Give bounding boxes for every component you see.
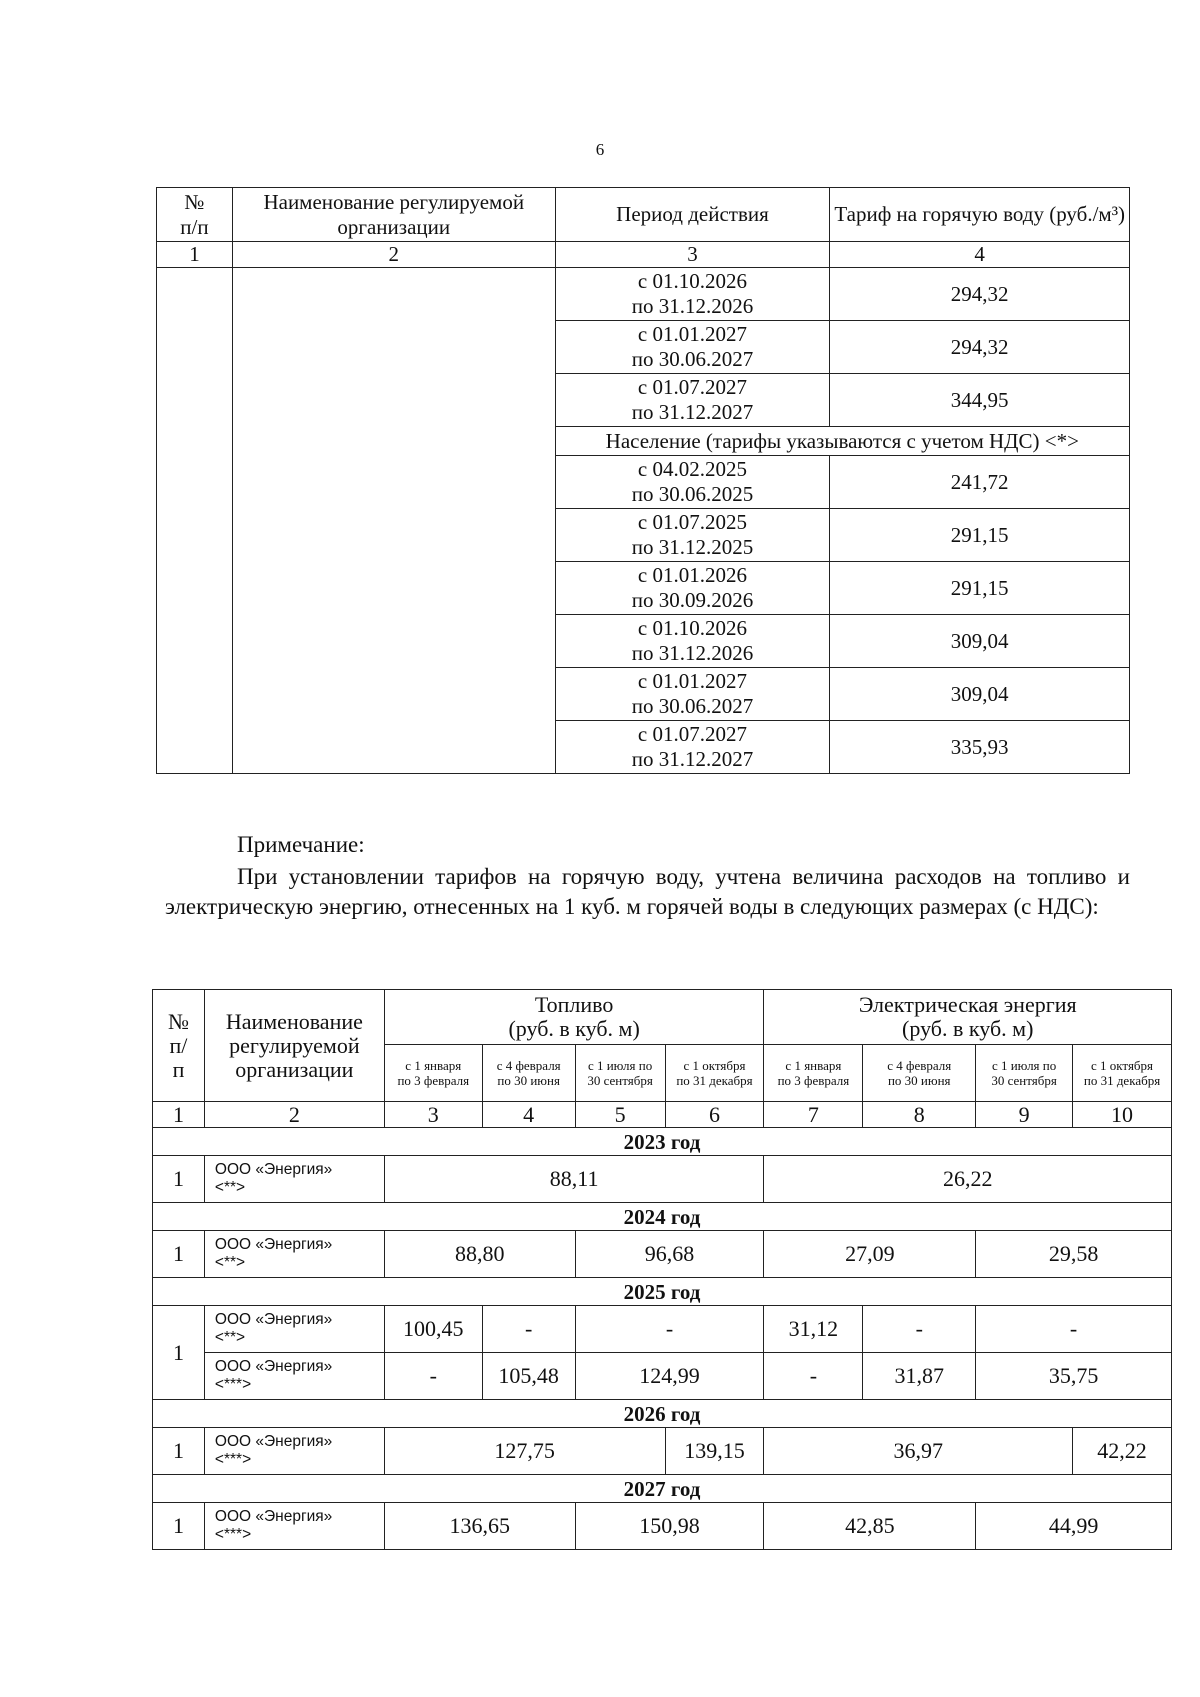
row-num: 1 [153,1231,205,1278]
tariff-cell: 344,95 [830,374,1130,427]
period-header: с 4 февраля по 30 июня [482,1045,575,1102]
fuel-value: 136,65 [384,1503,575,1550]
year-row [153,1475,1172,1503]
fuel-value: 150,98 [575,1503,764,1550]
period-cell: с 01.07.2027 по 31.12.2027 [555,721,830,774]
header-period: Период действия [555,188,830,242]
electric-value: 35,75 [976,1353,1172,1400]
table-header-row [153,990,1172,1045]
col-number: 3 [384,1102,482,1128]
fuel-value: - [384,1353,482,1400]
electric-value: 42,85 [764,1503,976,1550]
fuel-value: 96,68 [575,1231,764,1278]
period-header: с 1 октября по 31 декабря [1073,1045,1172,1102]
year-label: 2025 год [153,1278,1172,1306]
period-header: с 1 октября по 31 декабря [665,1045,764,1102]
year-label: 2027 год [153,1475,1172,1503]
table-row [153,1306,1172,1353]
year-row [153,1203,1172,1231]
col-number: 8 [863,1102,976,1128]
col-number: 7 [764,1102,863,1128]
tariff-cell: 335,93 [830,721,1130,774]
header-num: № п/ п [153,990,205,1102]
org-name: ООО «Энергия» <***> [204,1353,384,1400]
electric-value: 26,22 [764,1156,1172,1203]
fuel-value: 127,75 [384,1428,665,1475]
row-num: 1 [153,1428,205,1475]
num-cell-empty [157,268,233,774]
period-cell: с 01.01.2026 по 30.09.2026 [555,562,830,615]
electric-value: 29,58 [976,1231,1172,1278]
fuel-electricity-costs-table [152,989,1172,1550]
col-number: 4 [830,242,1130,268]
header-fuel: Топливо (руб. в куб. м) [384,990,764,1045]
period-cell: с 01.07.2027 по 31.12.2027 [555,374,830,427]
electric-value: 36,97 [764,1428,1073,1475]
column-number-row [157,242,1130,268]
period-cell: с 01.01.2027 по 30.06.2027 [555,668,830,721]
note-text: При установлении тарифов на горячую воду, учтена величина расходов на топливо и электрическую энергию, отнесенных на 1 куб. м горячей воды в следующих размерах (с НДС): [165,864,1130,919]
col-number: 5 [575,1102,665,1128]
year-row [153,1278,1172,1306]
tariff-cell: 294,32 [830,268,1130,321]
header-tariff: Тариф на горячую воду (руб./м³) [830,188,1130,242]
population-section-label: Население (тарифы указываются с учетом НДС) <*> [555,427,1129,456]
year-label: 2023 год [153,1128,1172,1156]
electric-value: 31,12 [764,1306,863,1353]
col-number: 6 [665,1102,764,1128]
header-org: Наименование регулируемой организации [232,188,555,242]
page-number: 6 [595,140,605,159]
row-num: 1 [153,1156,205,1203]
fuel-value: - [482,1306,575,1353]
period-header: с 1 января по 3 февраля [764,1045,863,1102]
org-name: ООО «Энергия» <***> [204,1503,384,1550]
table-row [153,1231,1172,1278]
electric-value: - [976,1306,1172,1353]
table-row [153,1428,1172,1475]
col-number: 2 [232,242,555,268]
row-num: 1 [153,1306,205,1400]
tariff-cell: 291,15 [830,562,1130,615]
period-header: с 1 июля по 30 сентября [575,1045,665,1102]
col-number: 3 [555,242,830,268]
tariff-cell: 309,04 [830,615,1130,668]
col-number: 10 [1073,1102,1172,1128]
electric-value: - [863,1306,976,1353]
table-row [157,268,1130,321]
fuel-value: - [575,1306,764,1353]
electric-value: 31,87 [863,1353,976,1400]
period-header: с 1 января по 3 февраля [384,1045,482,1102]
period-cell: с 01.07.2025 по 31.12.2025 [555,509,830,562]
electric-value: 42,22 [1073,1428,1172,1475]
col-number: 2 [204,1102,384,1128]
header-num: № п/п [157,188,233,242]
col-number: 4 [482,1102,575,1128]
col-number: 9 [976,1102,1073,1128]
fuel-value: 100,45 [384,1306,482,1353]
year-row [153,1400,1172,1428]
electric-value: 44,99 [976,1503,1172,1550]
electric-value: - [764,1353,863,1400]
year-label: 2026 год [153,1400,1172,1428]
period-cell: с 04.02.2025 по 30.06.2025 [555,456,830,509]
note-title: Примечание: [237,832,365,857]
hot-water-tariff-table [156,187,1130,774]
fuel-value: 88,11 [384,1156,764,1203]
fuel-value: 124,99 [575,1353,764,1400]
org-name: ООО «Энергия» <***> [204,1428,384,1475]
electric-value: 27,09 [764,1231,976,1278]
period-cell: с 01.10.2026 по 31.12.2026 [555,268,830,321]
period-cell: с 01.10.2026 по 31.12.2026 [555,615,830,668]
table-row [153,1156,1172,1203]
header-org: Наименование регулируемой организации [204,990,384,1102]
table-row [153,1503,1172,1550]
period-header: с 1 июля по 30 сентября [976,1045,1073,1102]
column-number-row [153,1102,1172,1128]
row-num: 1 [153,1503,205,1550]
table-header-row [157,188,1130,242]
year-row [153,1128,1172,1156]
org-cell-empty [232,268,555,774]
period-cell: с 01.01.2027 по 30.06.2027 [555,321,830,374]
tariff-cell: 309,04 [830,668,1130,721]
org-name: ООО «Энергия» <**> [204,1156,384,1203]
col-number: 1 [153,1102,205,1128]
tariff-cell: 291,15 [830,509,1130,562]
table-row [153,1353,1172,1400]
header-electric: Электрическая энергия (руб. в куб. м) [764,990,1172,1045]
fuel-value: 105,48 [482,1353,575,1400]
tariff-cell: 241,72 [830,456,1130,509]
org-name: ООО «Энергия» <**> [204,1306,384,1353]
fuel-value: 88,80 [384,1231,575,1278]
tariff-cell: 294,32 [830,321,1130,374]
fuel-value: 139,15 [665,1428,764,1475]
col-number: 1 [157,242,233,268]
period-header: с 4 февраля по 30 июня [863,1045,976,1102]
org-name: ООО «Энергия» <**> [204,1231,384,1278]
year-label: 2024 год [153,1203,1172,1231]
